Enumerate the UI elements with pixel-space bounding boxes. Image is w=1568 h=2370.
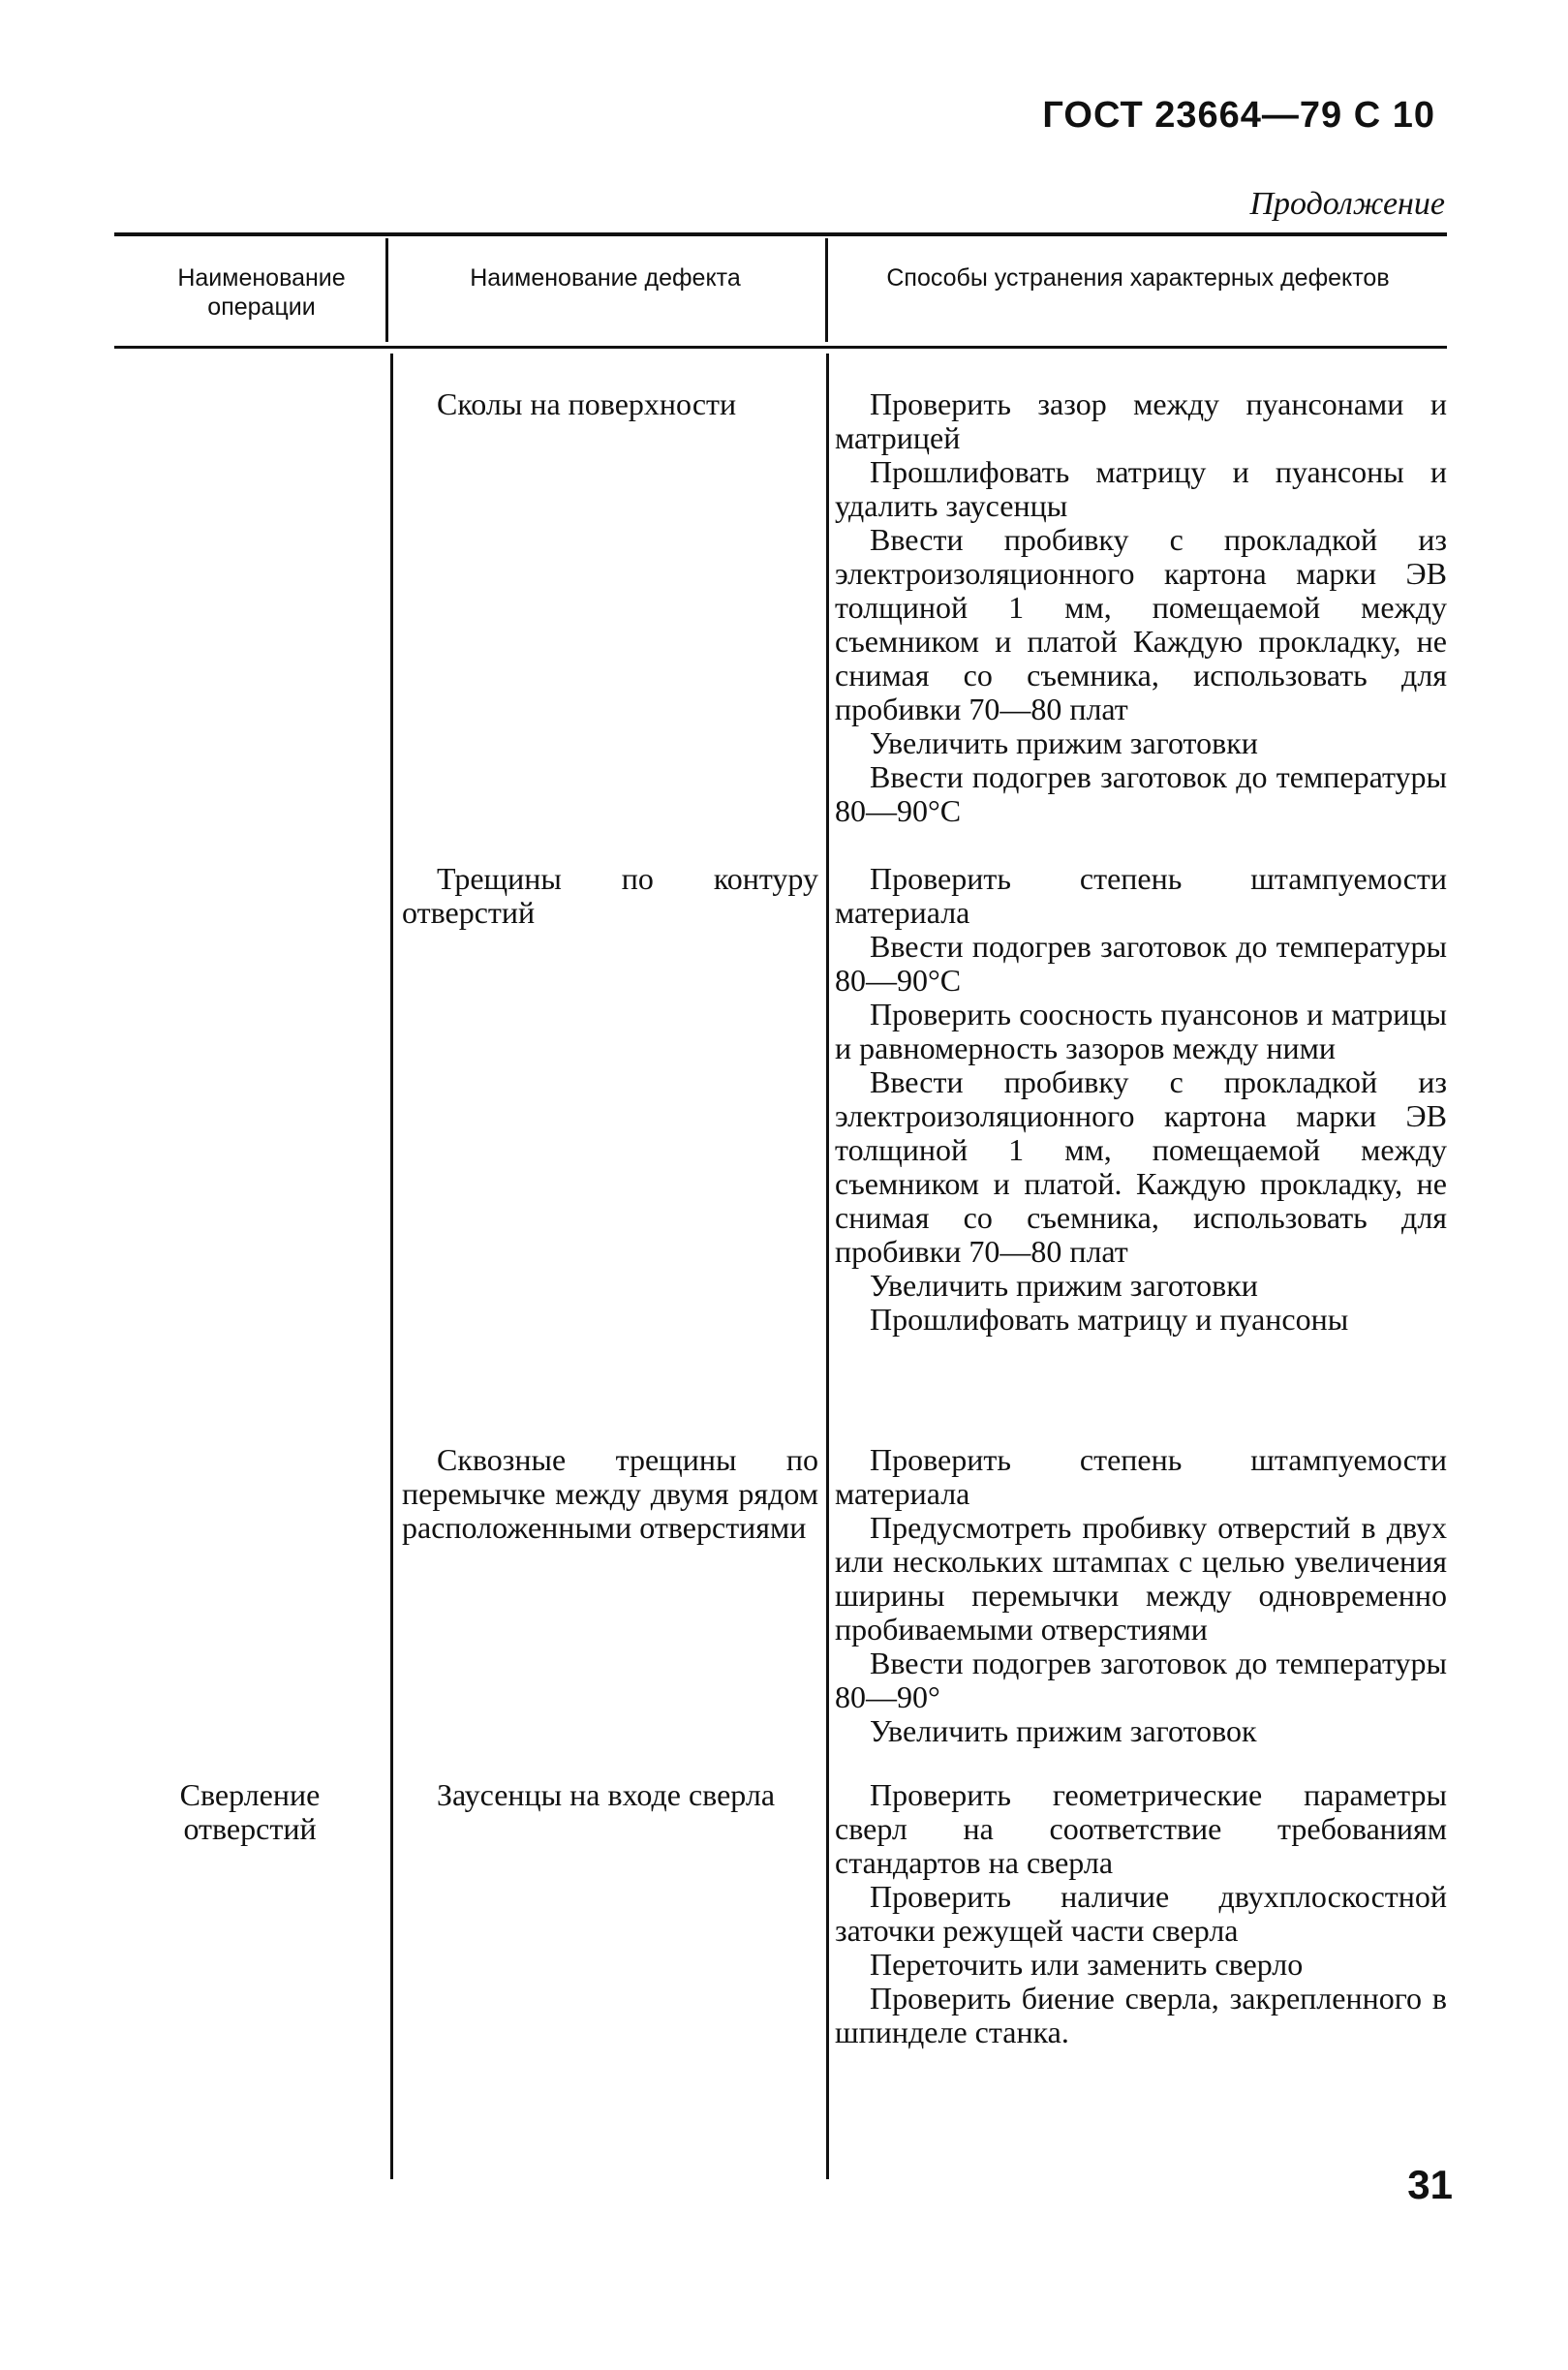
remedy-item: Проверить соосность пуансонов и матрицы и равномерность зазоров между ними xyxy=(835,997,1447,1065)
header-divider-2 xyxy=(825,238,828,342)
operation-drilling: Сверление отверстий xyxy=(179,1777,321,1846)
header-divider-1 xyxy=(385,238,388,342)
remedy-item: Переточить или заменить сверло xyxy=(870,1947,1304,1982)
table-top-rule xyxy=(114,232,1447,236)
remedy-item: Прошлифовать матрицу и пуансоны и удалить заусенцы xyxy=(835,454,1447,523)
remedy-item: Предусмотреть пробивку отверстий в двух или нескольких штампах с целью увеличения ширины перемычки между одновременно пробиваемыми отверстиями xyxy=(835,1510,1447,1647)
defect-burrs-drill: Заусенцы на входе сверла xyxy=(437,1777,776,1812)
remedy-group-drilling xyxy=(835,1778,1447,2049)
remedy-item: Увеличить прижим заготовки xyxy=(870,1268,1258,1303)
remedy-item: Ввести пробивку с прокладкой из электроизоляционного картона марки ЭВ толщиной 1 мм, помещаемой между съемником и платой. Каждую прокладку, не снимая со съемника, использовать для пробивки 70—80 плат xyxy=(835,1064,1447,1269)
defect-cracks-contour: Трещины по контуру отверстий xyxy=(402,861,818,930)
column-header-defect: Наименование дефекта xyxy=(470,264,741,292)
remedy-group-chips xyxy=(835,387,1447,828)
remedy-group-through-cracks xyxy=(835,1443,1447,1748)
remedy-item: Проверить наличие двухплоскостной заточки режущей части сверла xyxy=(835,1879,1447,1948)
column-header-remedy: Способы устранения характерных дефектов xyxy=(886,264,1390,292)
defect-through-cracks: Сквозные трещины по перемычке между двумя рядом расположенными отверстиями xyxy=(402,1442,818,1545)
remedy-item: Проверить степень штампуемости материала xyxy=(835,861,1447,930)
remedy-item: Проверить геометрические параметры сверл на соответствие требованиям стандартов на сверла xyxy=(835,1777,1447,1880)
remedy-item: Увеличить прижим заготовки xyxy=(870,725,1258,760)
body-divider-1 xyxy=(390,354,393,2179)
page-number: 31 xyxy=(1407,2162,1453,2207)
remedy-item: Увеличить прижим заготовок xyxy=(870,1713,1257,1748)
remedy-item: Проверить биение сверла, закрепленного в шпинделе станка. xyxy=(835,1981,1447,2049)
remedy-item: Ввести подогрев заготовок до температуры 80—90°С xyxy=(835,929,1447,998)
column-header-operation: Наименование операции xyxy=(177,264,346,321)
remedy-item: Ввести пробивку с прокладкой из электроизоляционного картона марки ЭВ толщиной 1 мм, помещаемой между съемником и платой Каждую прокладку, не снимая со съемника, использовать для пробивки 70—80 плат xyxy=(835,522,1447,726)
standard-designation: ГОСТ 23664—79 С 10 xyxy=(1042,95,1435,136)
continuation-label: Продолжение xyxy=(1249,186,1445,222)
remedy-item: Проверить зазор между пуансонами и матрицей xyxy=(835,386,1447,455)
remedy-group-cracks-contour xyxy=(835,862,1447,1337)
remedy-item: Прошлифовать матрицу и пуансоны xyxy=(870,1302,1349,1337)
header-bottom-rule xyxy=(114,346,1447,349)
body-divider-2 xyxy=(826,354,829,2179)
remedy-item: Ввести подогрев заготовок до температуры 80—90°С xyxy=(835,759,1447,828)
remedy-item: Проверить степень штампуемости материала xyxy=(835,1442,1447,1511)
remedy-item: Ввести подогрев заготовок до температуры 80—90° xyxy=(835,1646,1447,1714)
defect-chips: Сколы на поверхности xyxy=(437,386,737,421)
